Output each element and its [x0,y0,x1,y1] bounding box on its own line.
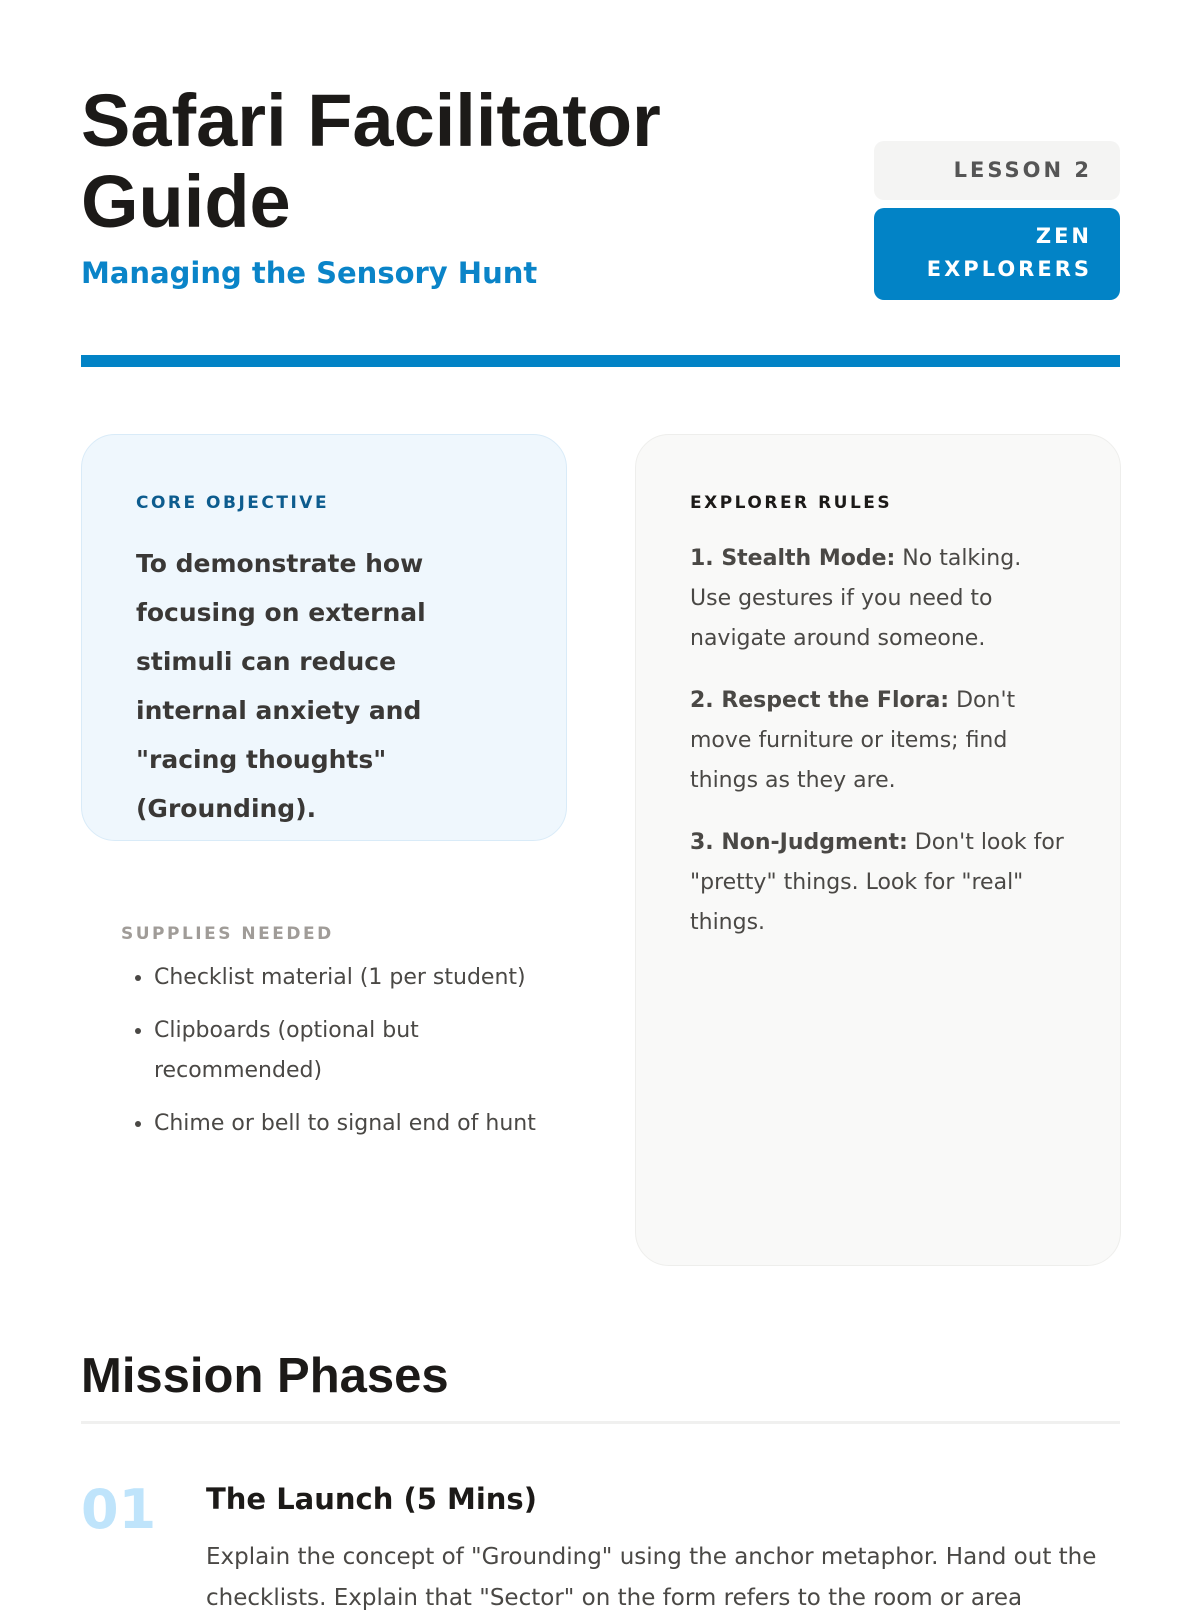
phases-divider [81,1421,1120,1424]
program-badge: ZEN EXPLORERS [874,208,1120,300]
rule-title: 3. Non-Judgment: [690,830,908,855]
supply-item: • Checklist material (1 per student) [154,958,541,998]
page-title: Safari Facilitator Guide [81,79,661,243]
rule-text: Don't move furniture or items; find things as they are. [690,688,1016,793]
supplies-section [121,924,541,1157]
objective-text: To demonstrate how focusing on external stimuli can reduce internal anxiety and "racing thoughts" (Grounding). [136,549,426,823]
rule-title: 1. Stealth Mode: [690,546,896,571]
rules-label: EXPLORER RULES [690,493,893,513]
rule-title: 2. Respect the Flora: [690,688,950,713]
phase-number: 01 [81,1478,157,1541]
supply-item: • Clipboards (optional but recommended) [154,1011,541,1091]
phase-title: The Launch (5 Mins) [206,1482,537,1516]
rule-item [690,539,1066,659]
objective-label: CORE OBJECTIVE [136,493,330,513]
supply-item: • Chime or bell to signal end of hunt [154,1104,541,1144]
rule-text: Don't look for "pretty" things. Look for "real" things. [690,830,1064,935]
rule-item [690,681,1066,801]
phase-text: Explain the concept of "Grounding" using the anchor metaphor. Hand out the checklists. Explain that "Sector" on the form refers to the room or area [206,1544,1097,1611]
lesson-badge: LESSON 2 [874,141,1120,200]
rule-item [690,823,1066,943]
page-subtitle: Managing the Sensory Hunt [81,256,538,290]
explorer-rules-card [635,434,1121,1266]
phases-heading: Mission Phases [81,1349,449,1403]
header-divider [81,355,1120,367]
rule-text: No talking. Use gestures if you need to navigate around someone. [690,546,1022,651]
core-objective-card [81,434,567,841]
supplies-label: SUPPLIES NEEDED [121,924,334,944]
